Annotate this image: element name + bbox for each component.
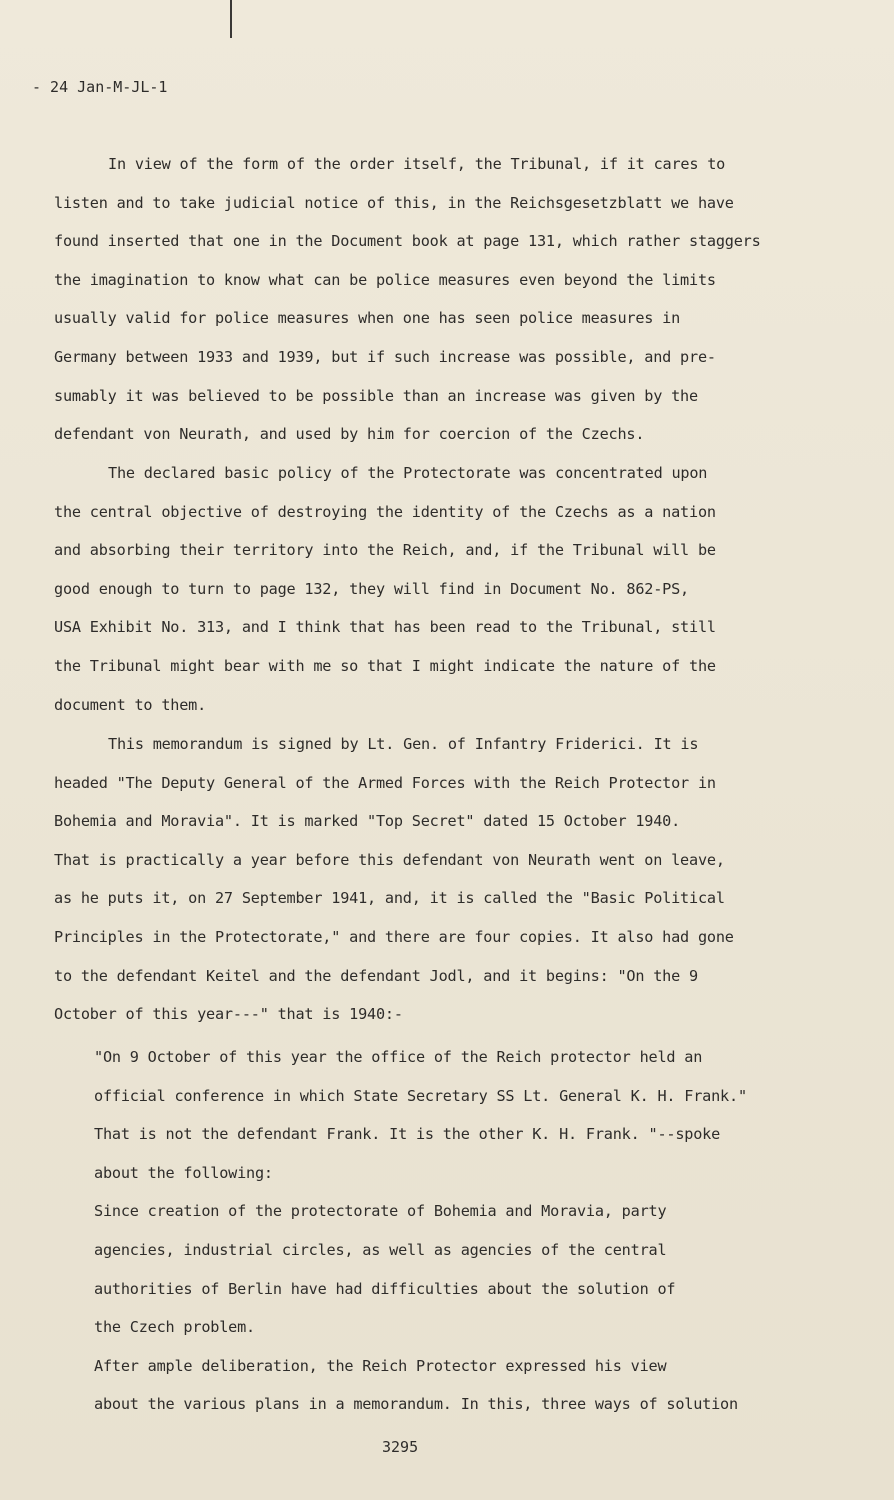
text-line: USA Exhibit No. 313, and I think that has been read to the Tribunal, still bbox=[54, 618, 716, 637]
text-line: listen and to take judicial notice of this, in the Reichsgesetzblatt we have bbox=[54, 193, 734, 212]
text-line: October of this year---" that is 1940:- bbox=[54, 1005, 403, 1024]
binder-mark bbox=[230, 0, 232, 38]
text-line: about the following: bbox=[94, 1163, 273, 1182]
text-line: about the various plans in a memorandum. In this, three ways of solution bbox=[94, 1395, 738, 1414]
text-line: The declared basic policy of the Protectorate was concentrated upon bbox=[108, 464, 708, 482]
paragraph-1 bbox=[54, 145, 834, 454]
text-line: as he puts it, on 27 September 1941, and, it is called the "Basic Political bbox=[54, 889, 725, 908]
paragraph-2 bbox=[54, 454, 834, 724]
text-line: document to them. bbox=[54, 695, 207, 714]
text-line: agencies, industrial circles, as well as agencies of the central bbox=[94, 1240, 667, 1259]
text-line: the Tribunal might bear with me so that I might indicate the nature of the bbox=[54, 656, 716, 675]
text-line: After ample deliberation, the Reich Protector expressed his view bbox=[94, 1356, 667, 1375]
text-line: authorities of Berlin have had difficulties about the solution of bbox=[94, 1279, 676, 1298]
text-line: the central objective of destroying the identity of the Czechs as a nation bbox=[54, 502, 716, 521]
text-line: Germany between 1933 and 1939, but if such increase was possible, and pre- bbox=[54, 347, 716, 366]
text-line: This memorandum is signed by Lt. Gen. of Infantry Friderici. It is bbox=[108, 735, 699, 753]
text-line: the Czech problem. bbox=[94, 1318, 255, 1337]
text-line: That is not the defendant Frank. It is the other K. H. Frank. "--spoke bbox=[94, 1125, 721, 1144]
text-line: That is practically a year before this defendant von Neurath went on leave, bbox=[54, 850, 725, 869]
page-header: - 24 Jan-M-JL-1 bbox=[32, 78, 168, 96]
text-line: to the defendant Keitel and the defendant Jodl, and it begins: "On the 9 bbox=[54, 966, 698, 985]
text-line: "On 9 October of this year the office of the Reich protector held an bbox=[94, 1048, 703, 1066]
text-line: Principles in the Protectorate," and there are four copies. It also had gone bbox=[54, 927, 734, 946]
text-line: defendant von Neurath, and used by him for coercion of the Czechs. bbox=[54, 425, 645, 444]
text-line: official conference in which State Secretary SS Lt. General K. H. Frank." bbox=[94, 1086, 747, 1105]
quoted-memorandum bbox=[94, 1038, 834, 1424]
text-line: found inserted that one in the Document book at page 131, which rather staggers bbox=[54, 232, 761, 251]
text-line: and absorbing their territory into the Reich, and, if the Tribunal will be bbox=[54, 541, 716, 560]
text-line: headed "The Deputy General of the Armed Forces with the Reich Protector in bbox=[54, 773, 716, 792]
page-number: 3295 bbox=[382, 1438, 419, 1456]
text-line: the imagination to know what can be police measures even beyond the limits bbox=[54, 270, 716, 289]
text-line: Bohemia and Moravia". It is marked "Top Secret" dated 15 October 1940. bbox=[54, 812, 681, 831]
text-line: In view of the form of the order itself, the Tribunal, if it cares to bbox=[108, 155, 726, 173]
paragraph-3 bbox=[54, 725, 834, 1034]
text-line: usually valid for police measures when one has seen police measures in bbox=[54, 309, 681, 328]
text-line: Since creation of the protectorate of Bohemia and Moravia, party bbox=[94, 1202, 667, 1221]
text-line: good enough to turn to page 132, they will find in Document No. 862-PS, bbox=[54, 579, 689, 598]
text-line: sumably it was believed to be possible than an increase was given by the bbox=[54, 386, 698, 405]
